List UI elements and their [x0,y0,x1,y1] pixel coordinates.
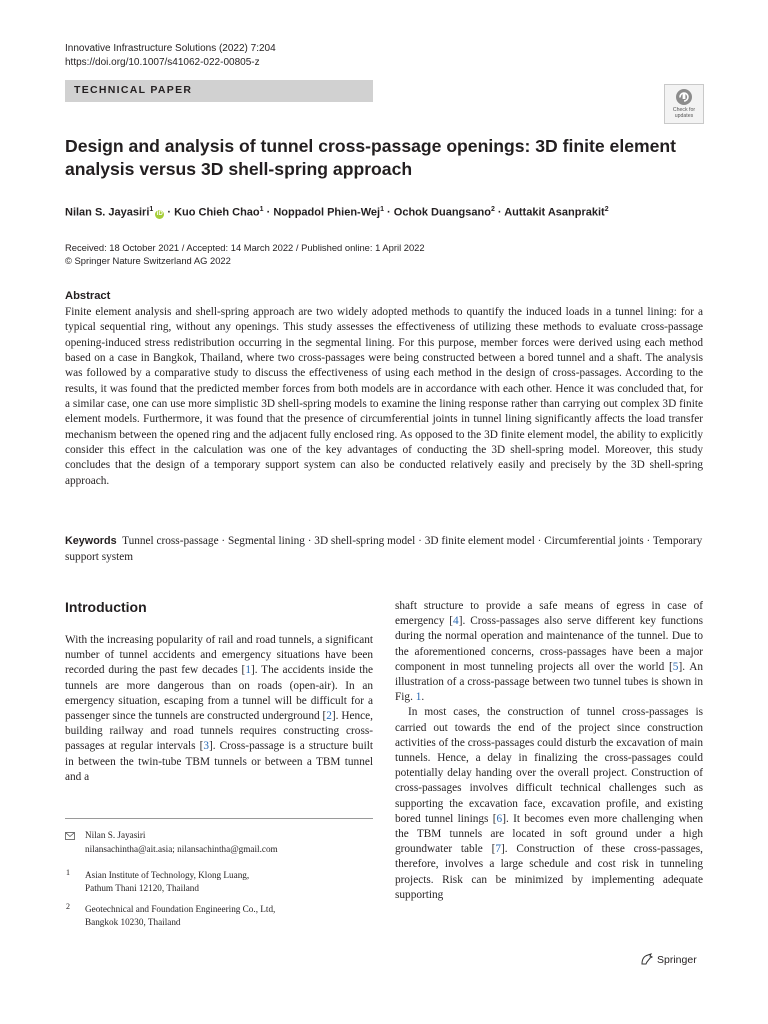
author-affiliation-mark: 1 [380,206,384,213]
author-affiliation-mark: 1 [149,206,154,213]
paragraph-text: ]. Construction of these cross-passages, therefore, involves a large schedule and cost risk in tunneling projects. Risk can be minimized by implementing adequate supporting [395,843,703,901]
check-updates-icon [675,88,693,106]
paragraph-text: . [421,691,425,704]
citation-link[interactable]: 5 [672,660,679,673]
paragraph-text: ]. It becomes even more challenging when the TBM tunnels are located in soft ground under a high groundwater table [ [395,812,703,856]
paragraph-text: ]. Cross-passage is a structure built in between the twin-tube TBM tunnels or between a TBM tunnel and a [65,740,373,783]
paragraph-text: ]. The accidents inside the tunnels are more dangerous than on roads (open-air). In an emergency situation, escaping from a tunnel will be difficult for a passenger since the tunnels are constructed underground [ [65,664,373,723]
keywords-list: Tunnel cross-passage · Segmental lining · 3D shell-spring model · 3D finite element model · Circumferential joints · Temporary support system [65,535,703,563]
publisher-footer [640,953,697,966]
paper-type-band [65,80,373,102]
citation-link[interactable]: 1 [415,691,422,704]
intro-paragraph-continued [395,599,703,705]
author-name[interactable]: Noppadol Phien-Wej [273,206,381,219]
doi-link[interactable]: https://doi.org/10.1007/s41062-022-00805-z [65,57,260,68]
footnote-divider [65,818,373,819]
section-heading-introduction: Introduction [65,599,147,615]
author-name[interactable]: Kuo Chieh Chao [174,206,260,219]
intro-paragraph-1 [65,633,373,785]
paragraph-text: With the increasing popularity of rail and road tunnels, a significant number of tunnel accidents and emergency situations have been recorded during the past few decades [ [65,634,373,677]
article-title: Design and analysis of tunnel cross-passage openings: 3D finite element analysis versus 3D shell-spring approach [65,136,677,179]
affiliation-1-line-1: Asian Institute of Technology, Klong Luang, [85,870,250,880]
paper-type-label: TECHNICAL PAPER [74,84,193,96]
paragraph-text: ]. Hence, building railway and road tunnels requires constructing cross-passages at regular intervals [ [65,710,373,753]
author-affiliation-mark: 2 [490,206,495,213]
author-name[interactable]: Ochok Duangsano [393,206,491,219]
citation-link[interactable]: 7 [495,843,502,856]
affiliation-1-mark: 1 [66,868,70,877]
springer-horse-icon [640,953,654,965]
paragraph-text: ]. An illustration of a cross-passage between two tunnel tubes is shown in Fig. [395,660,703,704]
badge-line-2: updates [674,113,694,119]
author-separator: · [383,206,394,219]
orcid-icon[interactable]: iD [156,210,163,217]
author-affiliation-mark: 2 [604,206,609,213]
abstract-heading: Abstract [65,290,111,302]
affiliation-2-line-2: Bangkok 10230, Thailand [85,917,181,927]
citation-link[interactable]: 1 [245,664,251,677]
publisher-name: Springer [657,954,697,966]
citation-link[interactable]: 4 [453,615,459,628]
author-name[interactable]: Nilan S. Jayasiri [65,206,150,219]
abstract-text: Finite element analysis and shell-spring approach are two widely adopted methods to quantify the induced loads in a tunnel lining: for a typical sequential ring, without any openings. This study assesses the effectiveness of utilizing these methods to evaluate cross-passage opening-induced stress redistribution occurring in the segmental lining. For this purpose, member forces were derived using each method based on a case in Bangkok, Thailand, where two cross-passages were being constructed between a bored tunnel and a shaft. The analysis was followed by a comparative study to discuss the effectiveness of using each method in the design of cross-passages. According to the results, it was found that the predicted member forces from both models are in accordance with each other. Hence it was concluded that, for a similar case, one can use more simplistic 3D shell-spring models to examine the lining response rather than carrying out complex 3D finite element models. Furthermore, it was found that the presence of circumferential joints in tunnel lining significantly affects the load transfer mechanism between the opened ring and the adjacent fully enclosed ring. As opposed to the 3D finite element model, the ability to explicitly consider this effect in the calculation was one of the key advantages of conducting the 3D shell-spring model. Moreover, this study concludes that the design of a temporary support system can also be conducted relatively easily and precisely by the 3D shell-spring approach. [65,306,703,487]
author-name[interactable]: Auttakit Asanprakit [504,206,605,219]
author-separator: · [263,206,274,219]
paragraph-text: shaft structure to provide a safe means of egress in case of emergency [ [395,600,703,628]
keywords-block [65,533,703,565]
author-list [65,202,725,221]
badge-line-1: Check for [672,107,696,113]
author-separator: · [164,206,175,219]
affiliation-2-line-1: Geotechnical and Foundation Engineering Co., Ltd, [85,904,276,914]
author-separator: · [494,206,505,219]
affiliation-2-mark: 2 [66,902,70,911]
citation-link[interactable]: 6 [496,812,503,825]
contact-author-name: Nilan S. Jayasiri [85,830,146,840]
publication-dates: Received: 18 October 2021 / Accepted: 14 March 2022 / Published online: 1 April 2022 [65,242,425,253]
copyright-notice: © Springer Nature Switzerland AG 2022 [65,255,231,266]
citation-link[interactable]: 3 [203,740,209,753]
right-column [395,599,703,903]
contact-author-email[interactable]: nilansachintha@ait.asia; nilansachintha@gmail.com [85,844,278,854]
check-for-updates-badge[interactable] [664,84,704,124]
author-affiliation-mark: 1 [259,206,264,213]
journal-citation: Innovative Infrastructure Solutions (2022) 7:204 [65,43,276,54]
paragraph-text: In most cases, the construction of tunnel cross-passages is carried out towards the end of the project since construction activities of the cross-passages could disturb the excavation of main tunnels. Hence, a delay in finalizing the cross-passages could potentially delay handing over the overall project. Construction of cross-passages involves difficult technical challenges such as supporting the excavation face, excavation profile, and existing bored tunnel linings [ [395,706,703,825]
left-column [65,633,373,785]
citation-link[interactable]: 2 [326,710,332,723]
keywords-label: Keywords [65,535,117,547]
intro-paragraph-2 [395,705,703,903]
affiliation-1-line-2: Pathum Thani 12120, Thailand [85,883,199,893]
envelope-icon [65,832,75,840]
paragraph-text: ]. Cross-passages also serve different key functions during the normal operation and maintenance of the tunnel. Due to the aforementioned concerns, cross-passages have been a major component in most tunneling projects all over the world [ [395,615,703,673]
